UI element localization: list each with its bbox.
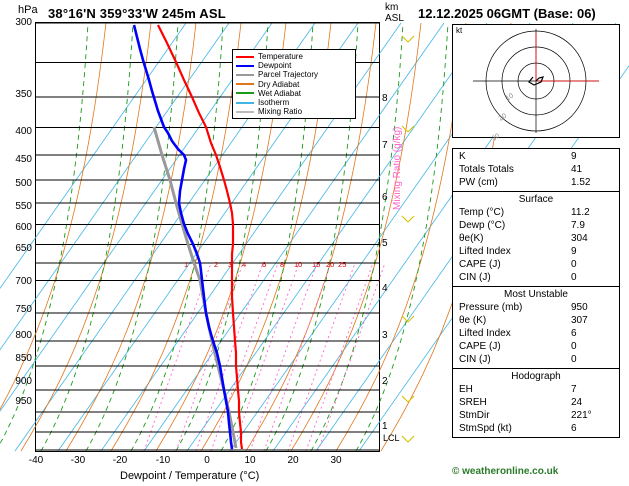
index-value: 0 <box>571 272 577 283</box>
hodograph-title: Hodograph <box>511 371 561 382</box>
pressure-unit-label: hPa <box>18 4 38 16</box>
pressure-tick: 800 <box>15 330 32 341</box>
sounding-indices-panel <box>452 148 620 438</box>
legend-item-parcel <box>236 70 352 79</box>
height-tick: 5 <box>382 238 388 249</box>
pressure-tick: 950 <box>15 396 32 407</box>
index-value: 950 <box>571 302 588 313</box>
skewt-plot <box>35 22 380 452</box>
chart-legend <box>232 49 356 119</box>
height-tick: 3 <box>382 330 388 341</box>
wind-barb-column <box>398 22 420 452</box>
index-key: θe(K) <box>459 233 484 244</box>
index-key: EH <box>459 384 473 395</box>
temp-tick: -30 <box>70 455 86 466</box>
pressure-tick: 650 <box>15 243 32 254</box>
temp-tick: -20 <box>112 455 128 466</box>
legend-item-wet-adiabat <box>236 89 352 98</box>
index-key: Lifted Index <box>459 246 511 257</box>
index-row <box>453 353 619 366</box>
index-row <box>453 232 619 245</box>
svg-text:20: 20 <box>326 260 335 269</box>
legend-item-temperature <box>236 52 352 61</box>
index-key: CIN (J) <box>459 354 491 365</box>
temp-tick: 10 <box>244 455 256 466</box>
pressure-tick: 450 <box>15 154 32 165</box>
svg-text:10: 10 <box>504 92 515 103</box>
legend-item-dewpoint <box>236 61 352 70</box>
legend-label: Mixing Ratio <box>258 107 303 117</box>
date-title: 12.12.2025 06GMT (Base: 06) <box>418 6 596 21</box>
pressure-tick: 750 <box>15 304 32 315</box>
svg-text:8: 8 <box>280 260 285 269</box>
height-tick: 6 <box>382 192 388 203</box>
index-row <box>453 314 619 327</box>
legend-item-isotherm <box>236 98 352 107</box>
surface-title: Surface <box>518 194 554 205</box>
index-row <box>453 258 619 271</box>
pressure-tick: 550 <box>15 201 32 212</box>
station-title: 38°16'N 359°33'W 245m ASL <box>48 6 226 21</box>
copyright-text: © weatheronline.co.uk <box>452 466 559 477</box>
x-axis-title: Dewpoint / Temperature (°C) <box>120 470 260 482</box>
mixing-ratio-axis-label: Mixing Ratio (g/kg) <box>392 126 403 210</box>
pressure-tick: 350 <box>15 89 32 100</box>
hodograph-panel <box>452 24 620 143</box>
index-key: CAPE (J) <box>459 259 501 270</box>
legend-item-mixing-ratio <box>236 107 352 116</box>
index-value: 9 <box>571 151 577 162</box>
index-value: 6 <box>571 423 577 434</box>
index-row <box>453 301 619 314</box>
temp-tick: 30 <box>330 455 342 466</box>
legend-label: Isotherm <box>258 98 290 108</box>
index-value: 0 <box>571 341 577 352</box>
indices-top-section <box>453 149 619 192</box>
svg-text:30: 30 <box>490 132 502 143</box>
index-value: 6 <box>571 328 577 339</box>
height-tick: 7 <box>382 140 388 151</box>
index-key: Pressure (mb) <box>459 302 523 313</box>
pressure-tick: 500 <box>15 178 32 189</box>
index-key: CAPE (J) <box>459 341 501 352</box>
index-row <box>453 163 619 176</box>
index-key: K <box>459 151 466 162</box>
index-row <box>453 409 619 422</box>
legend-label: Wet Adiabat <box>258 88 301 98</box>
pressure-tick: 700 <box>15 276 32 287</box>
temp-tick: 20 <box>287 455 299 466</box>
legend-label: Dewpoint <box>258 61 292 71</box>
height-unit-label: km ASL <box>385 2 404 24</box>
temp-tick: -40 <box>28 455 44 466</box>
index-key: StmSpd (kt) <box>459 423 512 434</box>
index-row <box>453 340 619 353</box>
surface-section <box>453 192 619 287</box>
pressure-tick: 600 <box>15 222 32 233</box>
svg-text:6: 6 <box>262 260 267 269</box>
footer-copyright <box>452 466 558 477</box>
index-row <box>453 271 619 284</box>
height-tick: 8 <box>382 93 388 104</box>
index-row <box>453 206 619 219</box>
index-key: θe (K) <box>459 315 487 326</box>
height-tick: 1 <box>382 421 388 432</box>
index-value: 24 <box>571 397 583 408</box>
index-key: Temp (°C) <box>459 207 505 218</box>
temp-tick: 0 <box>204 455 210 466</box>
index-row <box>453 176 619 189</box>
most-unstable-title: Most Unstable <box>504 289 568 300</box>
pressure-tick: 400 <box>15 126 32 137</box>
index-row <box>453 396 619 409</box>
legend-label: Dry Adiabat <box>258 79 300 89</box>
legend-item-dry-adiabat <box>236 80 352 89</box>
legend-label: Parcel Trajectory <box>258 70 319 80</box>
index-value: 1.52 <box>571 177 591 188</box>
index-key: CIN (J) <box>459 272 491 283</box>
index-key: Totals Totals <box>459 164 514 175</box>
index-row <box>453 383 619 396</box>
svg-text:15: 15 <box>312 260 321 269</box>
svg-text:4: 4 <box>242 260 247 269</box>
lcl-label: LCL <box>383 433 400 443</box>
svg-text:20: 20 <box>497 112 508 123</box>
index-row <box>453 327 619 340</box>
svg-text:25: 25 <box>338 260 347 269</box>
index-value: 221° <box>571 410 592 421</box>
index-value: 304 <box>571 233 588 244</box>
index-row <box>453 245 619 258</box>
hodograph-section <box>453 369 619 437</box>
pressure-tick: 850 <box>15 353 32 364</box>
index-key: Lifted Index <box>459 328 511 339</box>
index-key: PW (cm) <box>459 177 498 188</box>
svg-text:2: 2 <box>214 260 219 269</box>
index-row <box>453 219 619 232</box>
index-value: 11.2 <box>571 207 590 218</box>
pressure-tick: 300 <box>15 17 32 28</box>
index-row <box>453 422 619 435</box>
pressure-tick: 900 <box>15 376 32 387</box>
temp-tick: -10 <box>155 455 171 466</box>
index-key: SREH <box>459 397 487 408</box>
svg-text:10: 10 <box>294 260 303 269</box>
index-value: 9 <box>571 246 577 257</box>
index-key: Dewp (°C) <box>459 220 506 231</box>
height-tick: 4 <box>382 283 388 294</box>
most-unstable-section <box>453 287 619 369</box>
svg-text:3: 3 <box>228 260 233 269</box>
svg-text:1: 1 <box>184 260 189 269</box>
index-value: 307 <box>571 315 588 326</box>
index-value: 0 <box>571 354 577 365</box>
height-tick: 2 <box>382 376 388 387</box>
index-value: 7.9 <box>571 220 585 231</box>
index-value: 41 <box>571 164 583 175</box>
legend-label: Temperature <box>258 52 303 61</box>
hodograph-unit-label: kt <box>456 26 463 35</box>
index-value: 0 <box>571 259 577 270</box>
index-key: StmDir <box>459 410 490 421</box>
index-value: 7 <box>571 384 577 395</box>
index-row <box>453 150 619 163</box>
